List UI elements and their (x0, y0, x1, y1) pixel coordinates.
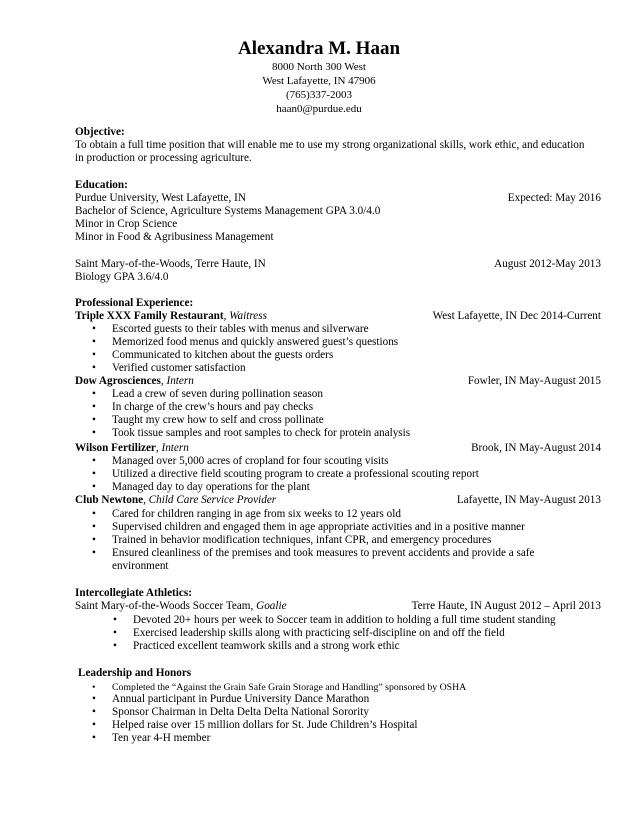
address-line-2: West Lafayette, IN 47906 (262, 75, 376, 87)
minor-line-1: Minor in Crop Science (75, 218, 178, 230)
phone-number: (765)337-2003 (286, 89, 352, 101)
objective-text-line-2: in production or processing agriculture. (75, 152, 252, 164)
athletics-entry (75, 600, 601, 614)
job-location-date: Lafayette, IN May-August 2013 (456, 494, 601, 506)
employer-name: Club Newtone (75, 494, 144, 506)
team-name: Saint Mary-of-the-Woods Soccer Team, (75, 600, 254, 612)
employer-name: Triple XXX Family Restaurant (75, 310, 224, 322)
experience-heading: Professional Experience: (75, 297, 194, 309)
education-heading: Education: (75, 179, 128, 191)
job-role: Waitress (229, 310, 267, 322)
school-detail-line: Biology GPA 3.6/4.0 (75, 271, 169, 283)
team-role: Goalie (256, 600, 287, 612)
degree-line: Bachelor of Science, Agriculture Systems Management GPA 3.0/4.0 (75, 205, 381, 217)
job-header: Triple XXX Family Restaurant, Waitress West Lafayette, IN Dec 2014-Current (75, 310, 601, 322)
employer-name: Dow Agrosciences (75, 375, 161, 387)
job-header: Wilson Fertilizer, Intern Brook, IN May-August 2014 (75, 442, 601, 454)
job-location-date: Brook, IN May-August 2014 (471, 442, 601, 454)
school-date: August 2012-May 2013 (494, 258, 601, 270)
job-location-date: Fowler, IN May-August 2015 (467, 375, 601, 387)
job-role: Intern (166, 375, 194, 387)
leadership-heading: Leadership and Honors (78, 667, 192, 679)
objective-heading: Objective: (75, 126, 125, 138)
job-header: Club Newtone, Child Care Service Provider Lafayette, IN May-August 2013 (75, 494, 601, 506)
team-location-date: Terre Haute, IN August 2012 – April 2013 (411, 600, 601, 612)
job-location-date: West Lafayette, IN Dec 2014-Current (432, 310, 601, 322)
employer-name: Wilson Fertilizer (75, 442, 156, 454)
resume-page: Alexandra M. Haan 8000 North 300 West West Lafayette, IN 47906 (765)337-2003 haan0@purdue.edu Objective: To obtain a full time position that will enable me to use my strong organizational skills, work ethic, and education in production or processing agriculture. Education: Purdue University, West Lafayette, IN Expected: May 2016 Bachelor of Science, Agriculture Systems Management GPA 3.0/4.0 Minor in Crop Science Minor in Food & Agribusiness Management Saint Mary-of-the-Woods, Terre Haute, IN August 2012-May 2013 Biology GPA 3.6/4.0 Professional Experience: Triple XXX Family Restaurant, Waitress West Lafayette, IN Dec 2014-Current • Escorted guests to their tables with menus and silverware • Memorized food menus and quickly answered guest’s questions • Communicated to kitchen about the guests orders • Verified customer satisfaction Dow Agrosciences, Intern Fowler, IN May-August 2015 • Lead a crew of seven during pollination season • In charge of the crew’s hours and pay checks • Taught my crew how to self and cross pollinate • Took tissue samples and root samples to check for protein analysis Wilson Fertilizer, Intern Brook, IN May-August 2014 • Managed over 5,000 acres of cropland for four scouting visits • Utilized a directive field scouting program to create a professional scouting report • Managed day to day operations for the plant Club Newtone, Child Care Service Provider Lafayette, IN May-August 2013 • Cared for children ranging in age from six weeks to 12 years old • Supervised children and engaged them in age appropriate activities and in a positive manner • Trained in behavior modification techniques, infant CPR, and emergency procedures • Ensured cleanliness of the premises and took measures to prevent accidents and provide a safe environment Intercollegiate Athletics: Saint Mary-of-the-Woods Soccer Team, Goalie Terre Haute, IN August 2012 – April 2013 • Devoted 20+ hours per week to Soccer team in addition to holding a full time student standing • Exercised leadership skills along with practicing self-discipline on and off the field • Practiced excellent teamwork skills and a strong work ethic Leadership and Honors • Completed the “Against the Grain Safe Grain Storage and Handling” sponsored by OSHA • Annual participant in Purdue University Dance Marathon • Sponsor Chairman in Delta Delta Delta National Sorority • Helped raise over 15 million dollars for St. Jude Children’s Hospital • Ten year 4-H member (0, 0, 638, 826)
job-role: Intern (161, 442, 189, 454)
education-entry-smw (75, 258, 601, 272)
applicant-name: Alexandra M. Haan (237, 38, 401, 59)
school-name: Saint Mary-of-the-Woods, Terre Haute, IN (75, 258, 266, 270)
address-line-1: 8000 North 300 West (272, 61, 366, 73)
athletics-heading: Intercollegiate Athletics: (75, 587, 192, 599)
objective-text-line-1: To obtain a full time position that will enable me to use my strong organizational skills, work ethic, and education (75, 139, 585, 151)
job-header: Dow Agrosciences, Intern Fowler, IN May-August 2015 (75, 375, 601, 387)
email-address: haan0@purdue.edu (276, 103, 362, 115)
minor-line-2: Minor in Food & Agribusiness Management (75, 231, 274, 243)
job-role: Child Care Service Provider (148, 494, 277, 506)
school-name: Purdue University, West Lafayette, IN (75, 192, 246, 204)
school-date: Expected: May 2016 (507, 192, 601, 204)
education-entry-purdue (75, 192, 601, 206)
